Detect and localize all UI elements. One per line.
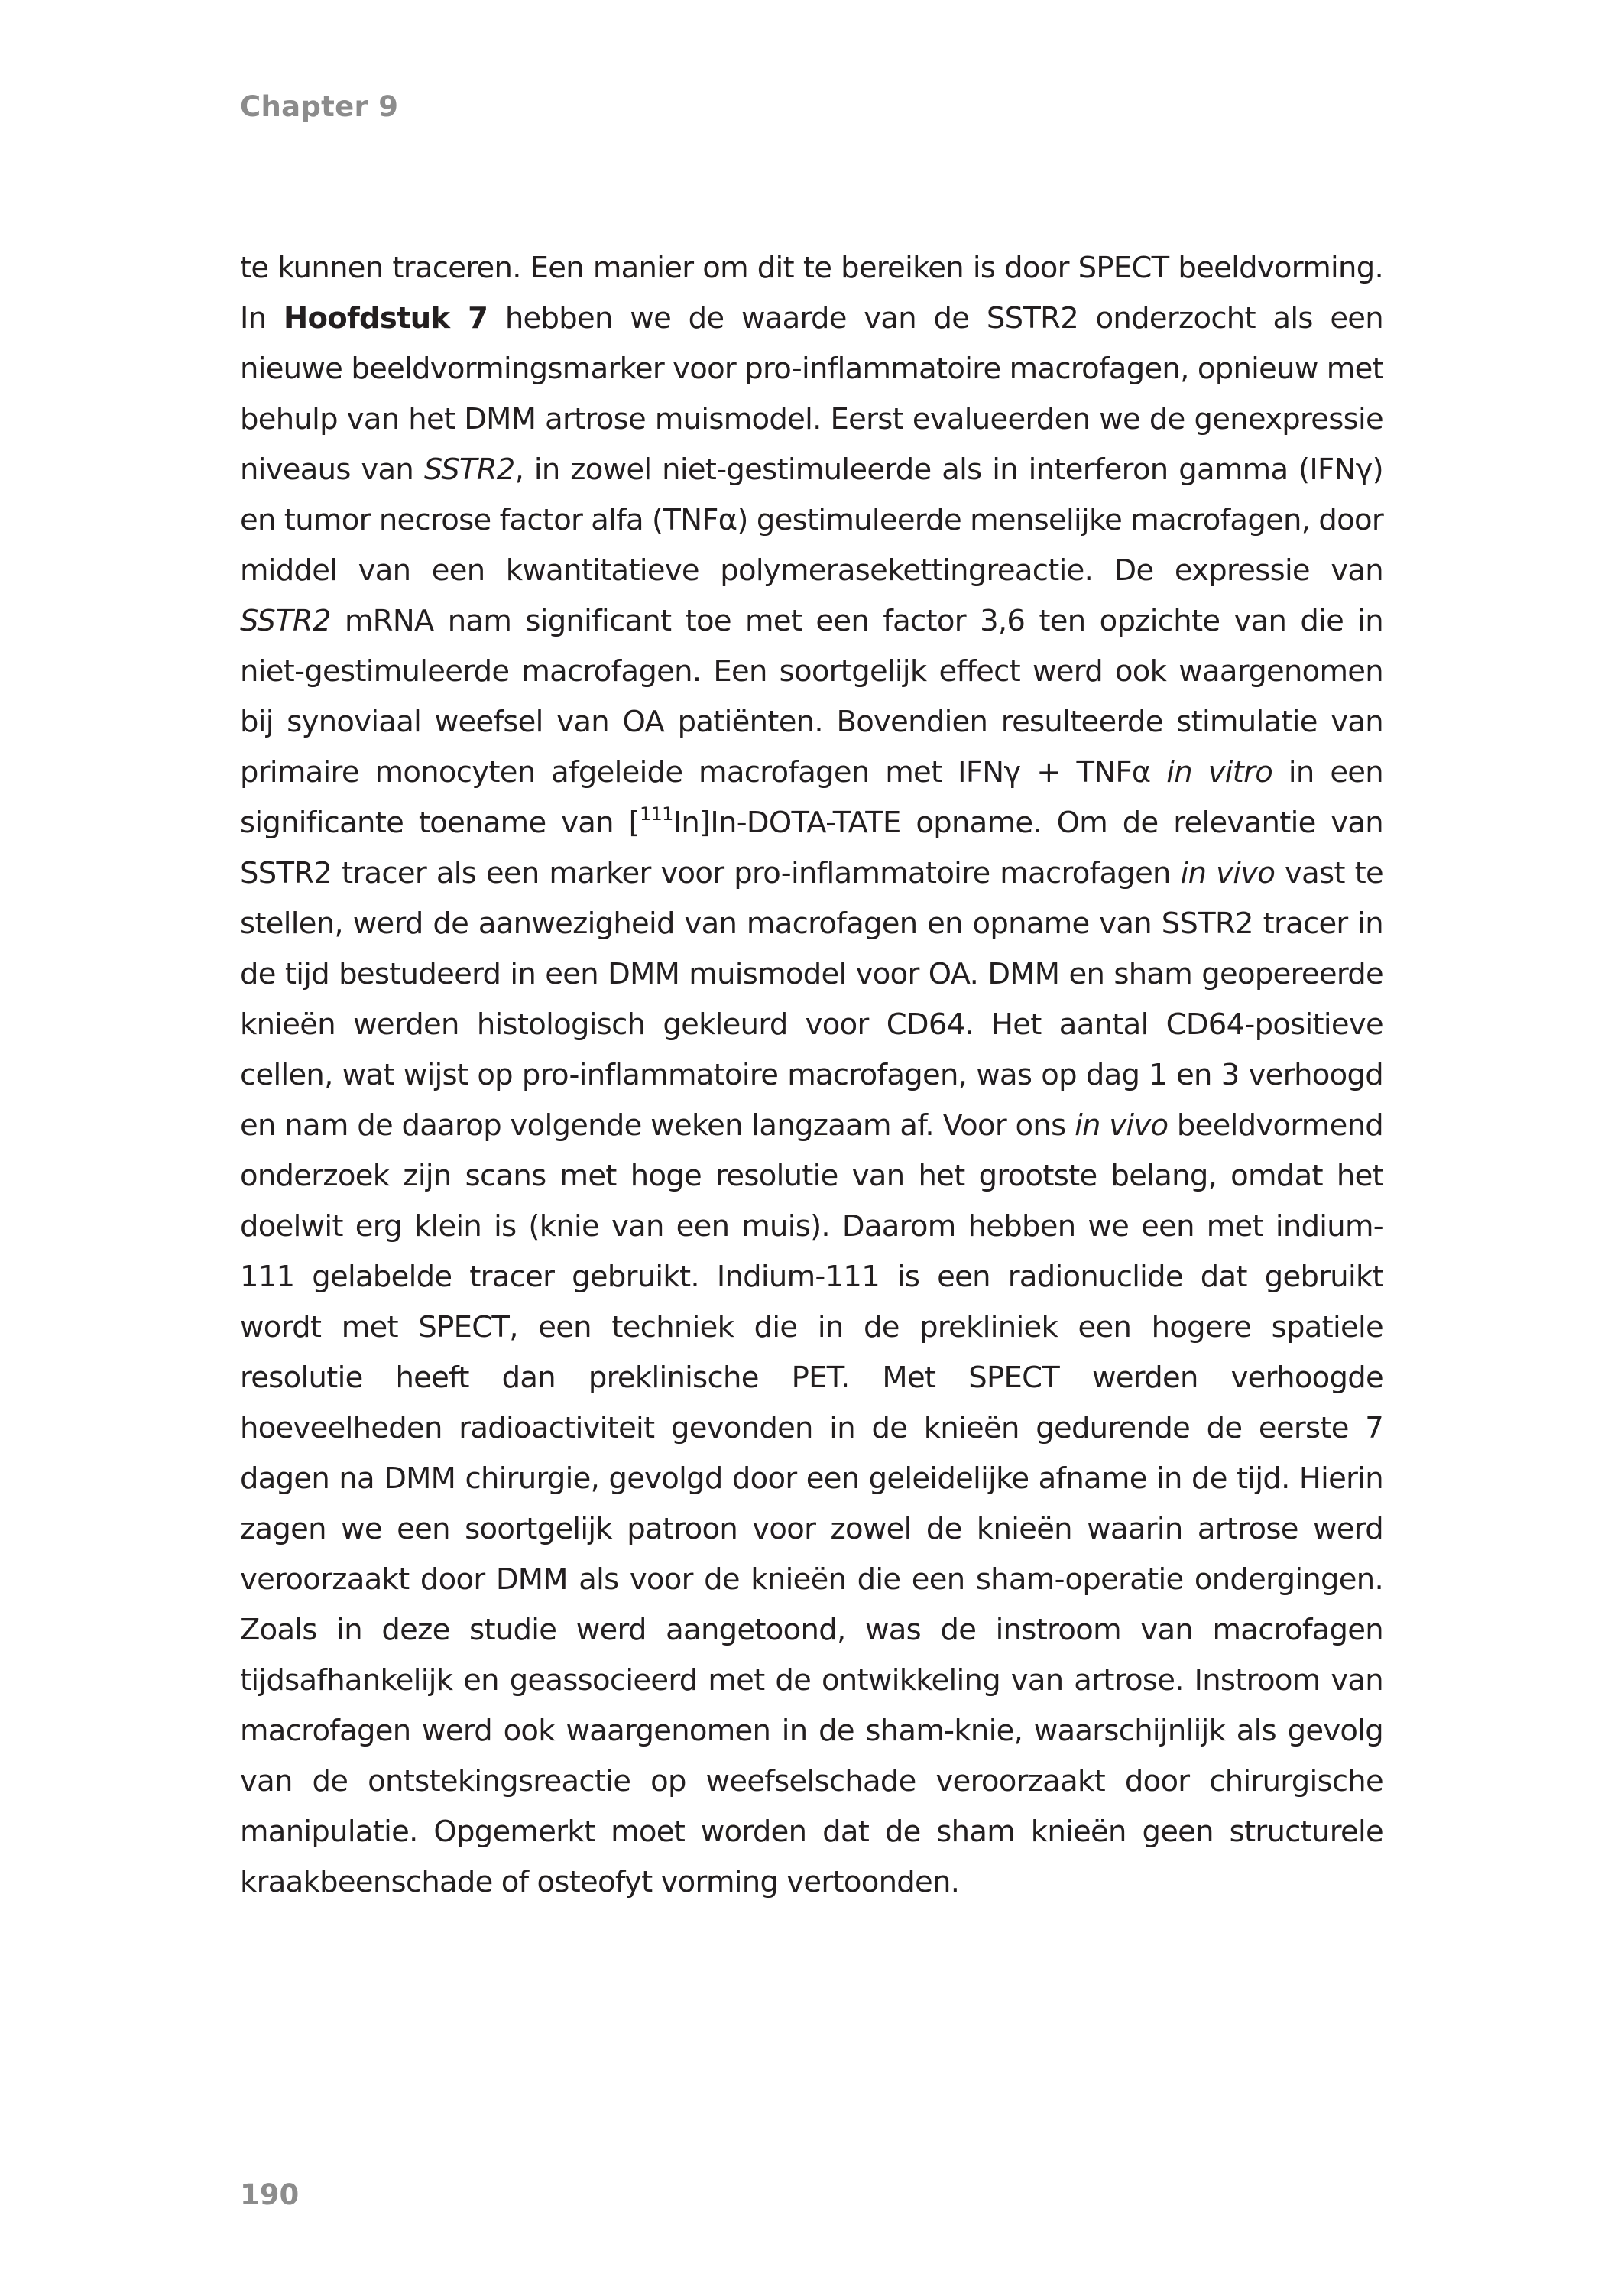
text-segment: , in zowel niet-gestimuleerde als in interferon gamma (IFNγ) en tumor necrose factor alfa (TNFα) gestimuleerde menselijke macrofagen, door middel van een kwantitatieve polymerasekettingreactie. De expressie van: [240, 452, 1383, 588]
text-segment: te kunnen traceren. Een manier om dit te bereiken is door SPECT beeldvorming. In: [240, 251, 1383, 336]
chapter-reference-bold: Hoofdstuk 7: [283, 301, 488, 336]
gene-name-italic: SSTR2: [423, 452, 515, 487]
isotope-superscript: 111: [639, 803, 673, 825]
summary-paragraph: [240, 243, 1383, 1908]
page-number: 190: [240, 2178, 300, 2211]
text-segment: mRNA nam significant toe met een factor 3,6 ten opzichte van die in niet-gestimuleerde macrofagen. Een soortgelijk effect werd ook waargenomen bij synoviaal weefsel van OA patiënten. Bovendien resulteerde stimulatie van primaire monocyten afgeleide macrofagen met IFNγ + TNFα: [240, 604, 1383, 790]
text-segment: hebben we de waarde van de SSTR2 onderzocht als een nieuwe beeldvormingsmarker voor pro-inflammatoire macrofagen, opnieuw met behulp van het DMM artrose muismodel. Eerst evalueerden we de genexpressie niveaus van: [240, 301, 1383, 487]
text-segment: In]In-DOTA-TATE opname. Om de relevantie van SSTR2 tracer als een marker voor pro-inflammatoire macrofagen: [240, 806, 1384, 890]
gene-name-italic: SSTR2: [240, 604, 331, 638]
text-segment: vast te stellen, werd de aanwezigheid van macrofagen en opname van SSTR2 tracer in de tijd bestudeerd in een DMM muismodel voor OA. DMM en sham geopereerde knieën werden histologisch gekleurd voor CD64. Het aantal CD64-positieve cellen, wat wijst op pro-inflammatoire macrofagen, was op dag 1 en 3 verhoogd en nam de daarop volgende weken langzaam af. Voor ons: [240, 856, 1383, 1143]
chapter-header: Chapter 9: [240, 90, 399, 123]
text-segment: beeldvormend onderzoek zijn scans met hoge resolutie van het grootste belang, omdat het doelwit erg klein is (knie van een muis). Daarom hebben we een met indium-111 gelabelde tracer gebruikt. Indium-111 is een radionuclide dat gebruikt wordt met SPECT, een techniek die in de prekliniek een hogere spatiele resolutie heeft dan preklinische PET. Met SPECT werden verhoogde hoeveelheden radioactiviteit gevonden in de knieën gedurende de eerste 7 dagen na DMM chirurgie, gevolgd door een geleidelijke afname in de tijd. Hierin zagen we een soortgelijk patroon voor zowel de knieën waarin artrose werd veroorzaakt door DMM als voor de knieën die een sham-operatie ondergingen. Zoals in deze studie werd aangetoond, was de instroom van macrofagen tijdsafhankelijk en geassocieerd met de ontwikkeling van artrose. Instroom van macrofagen werd ook waargenomen in de sham-knie, waarschijnlijk als gevolg van de ontstekingsreactie op weefselschade veroorzaakt door chirurgische manipulatie. Opgemerkt moet worden dat de sham knieën geen structurele kraakbeenschade of osteofyt vorming vertoonden.: [240, 1108, 1384, 1899]
latin-term-italic: in vitro: [1166, 755, 1273, 790]
latin-term-italic: in vivo: [1075, 1108, 1169, 1143]
text-segment: in een significante toename van [: [240, 755, 1383, 840]
latin-term-italic: in vivo: [1180, 856, 1276, 890]
